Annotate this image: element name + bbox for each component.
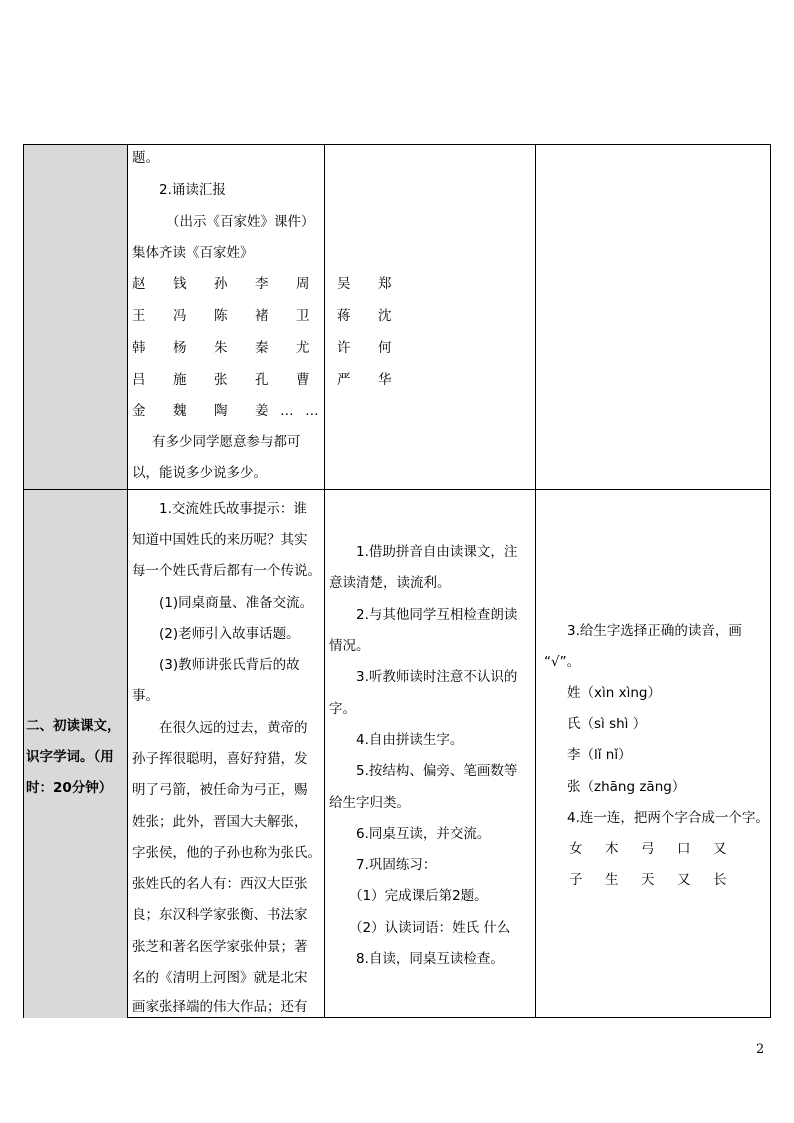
text-line: 有多少同学愿意参与都可 bbox=[152, 434, 301, 450]
text-line: 名的《清明上河图》就是北宋 bbox=[132, 970, 308, 986]
text-line: 1.借助拼音自由读课文，注 bbox=[356, 544, 518, 560]
text-line: 7.巩固练习： bbox=[356, 857, 437, 873]
text-line: 4.自由拼读生字。 bbox=[356, 732, 464, 748]
text-line: 4.连一连，把两个字合成一个字。 bbox=[567, 810, 769, 826]
surname-line: 金 魏 陶 姜…… bbox=[132, 403, 331, 419]
char-row-1 bbox=[569, 839, 749, 859]
text-line: 姓张；此外，晋国大夫解张， bbox=[132, 814, 308, 830]
surname-line: 赵 钱 孙 李 周 吴 郑 bbox=[132, 276, 404, 292]
col-divider-3 bbox=[535, 145, 536, 1017]
char-item: 口 bbox=[677, 841, 691, 857]
text-line: 知道中国姓氏的来历呢？其实 bbox=[132, 532, 308, 548]
stage-line: 时：20分钟） bbox=[26, 780, 113, 796]
text-line: 明了弓箭，被任命为弓正，赐 bbox=[132, 782, 308, 798]
text-line: 氏（sì shì ） bbox=[567, 716, 647, 732]
char-item: 长 bbox=[713, 872, 727, 888]
text-line: 每一个姓氏背后都有一个传说。 bbox=[132, 563, 321, 579]
text-line: 题。 bbox=[132, 150, 159, 166]
text-line: 2.与其他同学互相检查朗读 bbox=[356, 607, 518, 623]
text-line: 张姓氏的名人有：西汉大臣张 bbox=[132, 876, 308, 892]
lesson-plan-table bbox=[23, 144, 771, 1018]
text-line: “√”。 bbox=[544, 654, 581, 670]
row-divider bbox=[24, 489, 770, 490]
text-line: 以，能说多少说多少。 bbox=[132, 465, 267, 481]
surname-line: 王 冯 陈 褚 卫 蒋 沈 bbox=[132, 308, 404, 324]
text-line: （出示《百家姓》课件） bbox=[166, 214, 315, 230]
text-line: (1)同桌商量、准备交流。 bbox=[159, 595, 314, 611]
stage-line: 二、初读课文， bbox=[26, 718, 121, 734]
text-line: 张（zhāng zāng） bbox=[567, 779, 686, 795]
text-line: 给生字归类。 bbox=[329, 795, 410, 811]
text-line: 画家张择端的伟大作品；还有 bbox=[132, 999, 308, 1015]
text-line: 张芝和著名医学家张仲景；著 bbox=[132, 939, 308, 955]
text-line: 1.交流姓氏故事提示：谁 bbox=[159, 501, 307, 517]
char-item: 又 bbox=[677, 872, 691, 888]
char-item: 子 bbox=[569, 872, 583, 888]
text-line: （2）认读词语：姓氏 什么 bbox=[349, 920, 511, 936]
char-item: 生 bbox=[605, 872, 619, 888]
text-line: 李（lǐ nǐ） bbox=[567, 747, 632, 763]
text-line: 情况。 bbox=[329, 638, 370, 654]
surname-line: 吕 施 张 孔 曹 严 华 bbox=[132, 372, 404, 388]
char-item: 又 bbox=[713, 841, 727, 857]
text-line: 6.同桌互读，并交流。 bbox=[356, 826, 491, 842]
page-number: 2 bbox=[756, 1042, 765, 1057]
char-item: 天 bbox=[641, 872, 655, 888]
text-line: （1）完成课后第2题。 bbox=[349, 888, 488, 904]
col-divider-1 bbox=[127, 145, 128, 1017]
text-line: 3.给生字选择正确的读音，画 bbox=[567, 623, 742, 639]
text-line: 2.诵读汇报 bbox=[159, 182, 226, 198]
text-line: 8.自读，同桌互读检查。 bbox=[356, 951, 504, 967]
text-line: 字张侯，他的子孙也称为张氏。 bbox=[132, 845, 321, 861]
text-line: 集体齐读《百家姓》 bbox=[132, 245, 254, 261]
text-line: 3.听教师读时注意不认识的 bbox=[356, 669, 518, 685]
char-item: 木 bbox=[605, 841, 619, 857]
stage-line: 识字学词。（用 bbox=[26, 749, 114, 765]
char-item: 弓 bbox=[641, 841, 655, 857]
text-line: 字。 bbox=[329, 701, 356, 717]
text-line: 姓（xìn xìng） bbox=[567, 685, 661, 701]
char-row-2 bbox=[569, 870, 749, 890]
char-item: 女 bbox=[569, 841, 583, 857]
row1-stage-cell bbox=[24, 145, 127, 489]
text-line: 事。 bbox=[132, 688, 159, 704]
text-line: (2)老师引入故事话题。 bbox=[159, 626, 300, 642]
text-line: 良；东汉科学家张衡、书法家 bbox=[132, 907, 308, 923]
text-line: 意读清楚，读流利。 bbox=[329, 575, 451, 591]
text-line: 孙子挥很聪明，喜好狩猎，发 bbox=[132, 751, 308, 767]
surname-line: 韩 杨 朱 秦 尤 许 何 bbox=[132, 340, 404, 356]
text-line: 5.按结构、偏旁、笔画数等 bbox=[356, 763, 518, 779]
text-line: 在很久远的过去，黄帝的 bbox=[159, 720, 308, 736]
text-line: (3)教师讲张氏背后的故 bbox=[159, 657, 300, 673]
